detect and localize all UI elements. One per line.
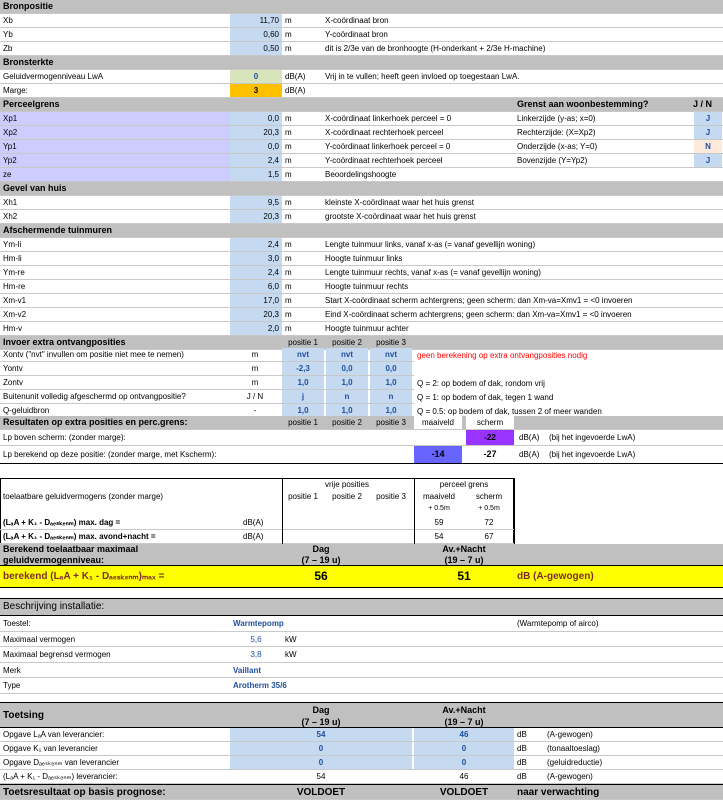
installatie-input[interactable]: Vaillant [233, 665, 262, 675]
perceel-header: perceel grens [439, 480, 489, 489]
row-installatie [0, 647, 723, 663]
desc: X-coördinaat bron [325, 16, 389, 25]
row-tuinmuur [0, 238, 723, 252]
maaiveld-header: maaiveld [422, 492, 455, 501]
unit: m [285, 30, 292, 39]
label: Buitenunit volledig afgeschermd op ontvangpositie? [3, 392, 186, 401]
result-note: naar verwachting [517, 787, 600, 798]
row-yp2 [0, 154, 723, 168]
label: Geluidvermogenniveau LwA [3, 72, 104, 81]
unit: - [253, 406, 257, 415]
unit: dB(A) [285, 86, 306, 95]
label: Lp berekend op deze positie: (zonder marge, met Kscherm): [3, 450, 217, 459]
row-installatie [0, 663, 723, 679]
installatie-input[interactable]: 3,8 [250, 650, 262, 660]
nacht-header: Av.+Nacht [442, 544, 486, 554]
unit: dB [517, 772, 527, 781]
extra-pos-input[interactable]: 1,0 [370, 376, 412, 389]
zb-input[interactable]: 0,50 [230, 42, 282, 55]
desc: Y-coördinaat rechterhoek perceel [325, 156, 443, 165]
extra-pos-input[interactable]: 1,0 [282, 376, 324, 389]
note: (A-gewogen) [547, 730, 593, 739]
berekend-header [0, 544, 723, 566]
row-xb [0, 14, 723, 28]
desc: Eind X-coördinaat scherm achtergrens; geen scherm: dan Xm-va=Xmv1 = <0 invoeren [325, 310, 632, 319]
pos3-header: positie 3 [376, 418, 406, 427]
section-perceelgrens: Perceelgrens Grenst aan woonbestemming? J / N [0, 98, 723, 112]
row-installatie [0, 678, 723, 694]
unit: m [285, 44, 292, 53]
extra-pos-input[interactable]: j [282, 390, 324, 403]
toets-dag[interactable]: 0 [230, 742, 412, 755]
lp-scherm: -27 [483, 449, 497, 459]
row-tuinmuur [0, 252, 723, 266]
note: (A-gewogen) [547, 772, 593, 781]
grens-boven-input[interactable]: J [694, 154, 722, 167]
pos2-header: positie 2 [332, 492, 362, 501]
desc: X-coördinaat rechterhoek perceel [325, 128, 444, 137]
label: Ym-li [3, 240, 22, 249]
row-toetsing [0, 756, 723, 770]
section-tuinmuren: Afschermende tuinmuren [0, 224, 723, 238]
label: Xp2 [0, 126, 230, 139]
row-xp2 [0, 126, 723, 140]
section-gevel: Gevel van huis [0, 182, 723, 196]
q-note: Q = 1: op bodem of dak, tegen 1 wand [417, 393, 554, 402]
grens-label: Linkerzijde (y-as; x=0) [517, 114, 596, 123]
row-lp-boven [0, 430, 723, 446]
unit: kW [285, 634, 297, 644]
extra-pos-input[interactable]: 1,0 [326, 376, 368, 389]
unit: m [285, 16, 292, 25]
maaiveld-header: maaiveld [414, 416, 462, 429]
label: Hm-v [3, 324, 23, 333]
unit: m [285, 114, 292, 123]
row-yb [0, 28, 723, 42]
lp-maaiveld: -14 [414, 446, 462, 463]
q-note: Q = 2: op bodem of dak, rondom vrij [417, 379, 545, 388]
tuinmuur-input[interactable]: 2,0 [230, 322, 282, 335]
max-dag-scherm: 72 [484, 518, 494, 527]
scherm-header: scherm [466, 416, 514, 429]
yp2-input[interactable]: 2,4 [230, 154, 282, 167]
row-tuinmuur [0, 280, 723, 294]
ze-input[interactable]: 1,5 [230, 168, 282, 181]
desc: Lengte tuinmuur links, vanaf x-as (= vanaf gevellijn woning) [325, 240, 536, 249]
installatie-input[interactable]: 5,6 [250, 634, 262, 644]
extra-pos-input[interactable]: nvt [370, 348, 412, 361]
desc: Y-coördinaat bron [325, 30, 388, 39]
unit: dB(A) [243, 518, 264, 527]
label: Merk [3, 665, 21, 675]
toets-dag: 54 [316, 772, 326, 781]
grens-label: Onderzijde (x-as; Y=0) [517, 142, 598, 151]
extra-pos-input[interactable]: -2,3 [282, 362, 324, 375]
toets-nacht[interactable]: 0 [414, 756, 514, 769]
row-tuinmuur [0, 308, 723, 322]
label: Lp boven scherm: (zonder marge): [3, 433, 126, 442]
grens-links-input[interactable]: J [694, 112, 722, 125]
spacer [0, 694, 723, 702]
yb-input[interactable]: 0,60 [230, 28, 282, 41]
unit: m [285, 268, 292, 277]
xh2-input[interactable]: 20,3 [230, 210, 282, 223]
extra-pos-input[interactable]: nvt [282, 348, 324, 361]
xh1-input[interactable]: 9,5 [230, 196, 282, 209]
label: Yontv [3, 364, 23, 373]
scherm-header: scherm [475, 492, 503, 501]
desc: Hoogte tuinmuur achter [325, 324, 409, 333]
label: Zontv [3, 378, 24, 387]
label: Xh2 [3, 212, 18, 221]
xp2-input[interactable]: 20,3 [230, 126, 282, 139]
unit: m [285, 128, 292, 137]
toets-dag[interactable]: 54 [230, 728, 412, 741]
row-toetsing [0, 742, 723, 756]
tuinmuur-input[interactable]: 17,0 [230, 294, 282, 307]
nacht-sub: (19 – 7 u) [444, 555, 484, 565]
unit: m [251, 378, 259, 387]
unit: m [285, 198, 292, 207]
unit: m [285, 156, 292, 165]
grens-label: Rechterzijde: (X=Xp2) [517, 128, 596, 137]
desc: dit is 2/3e van de bronhoogte (H-onderkant + 2/3e H-machine) [325, 44, 546, 53]
row-extra [0, 348, 414, 362]
row-xh1 [0, 196, 723, 210]
label: Opgave LₐA van leverancier: [3, 730, 105, 739]
installatie-input[interactable]: Warmtepomp [233, 619, 284, 628]
row-toetsing [0, 770, 723, 784]
vrije-header: vrije posities [324, 480, 369, 489]
tuinmuur-input[interactable]: 3,0 [230, 252, 282, 265]
unit: m [285, 212, 292, 221]
row-extra [0, 362, 414, 376]
row-tuinmuur [0, 294, 723, 308]
dag-header: Dag [312, 705, 330, 715]
row-toetsing [0, 728, 723, 742]
lwa-input[interactable]: 0 [230, 70, 282, 83]
label: (LₐA + K₁ - Dₐₑₛₖₑₙₘ) leverancier: [3, 772, 118, 781]
xb-input[interactable]: 11,70 [230, 14, 282, 27]
row-yp1 [0, 140, 723, 154]
warning-text: geen berekening op extra ontvangposities nodig [417, 351, 588, 360]
note: (Warmtepomp of airco) [517, 619, 599, 628]
extra-pos-input[interactable]: 1,0 [282, 404, 324, 417]
unit: m [251, 350, 259, 359]
label: Ym-re [3, 268, 25, 277]
max-nacht-maaiveld: 54 [434, 532, 444, 541]
toets-nacht[interactable]: 0 [414, 742, 514, 755]
section-extra-posities: Invoer extra ontvangposities positie 1 positie 2 positie 3 [0, 336, 723, 350]
toets-nacht: 46 [459, 772, 469, 781]
row-lp-berekend [0, 446, 723, 464]
label: Maximaal begrensd vermogen [3, 650, 111, 660]
berekend-nacht: 51 [457, 569, 471, 583]
desc: Hoogte tuinmuur rechts [325, 282, 409, 291]
row-max-dag [0, 516, 514, 530]
nacht-header: Av.+Nacht [442, 705, 486, 715]
label: Toetsresultaat op basis prognose: [3, 787, 166, 798]
unit: m [285, 310, 292, 319]
row-extra [0, 390, 414, 404]
pos2-header: positie 2 [332, 338, 362, 347]
pos1-header: positie 1 [288, 492, 318, 501]
pos2-header: positie 2 [332, 418, 362, 427]
tuinmuur-input[interactable]: 6,0 [230, 280, 282, 293]
toelaat-label: toelaatbare geluidvermogens (zonder marge) [3, 492, 164, 501]
section-toetsing: Toetsing Dag (7 – 19 u) Av.+Nacht (19 – 7 u) [0, 702, 723, 728]
label: (LₐA + K₁ - Dₐₑₛₖₑₙₘ) max. avond+nacht = [3, 532, 156, 541]
label: Xontv ("nvt" invullen om positie niet mee te nemen) [3, 350, 184, 359]
label: Xp1 [0, 112, 230, 125]
label: Maximaal vermogen [3, 634, 76, 644]
lp-boven-scherm: -22 [466, 430, 514, 445]
unit: dB(A) [519, 450, 540, 459]
label: Toestel: [3, 619, 31, 628]
pos3-header: positie 3 [376, 492, 406, 501]
label: Q-geluidbron [3, 406, 50, 415]
toets-nacht[interactable]: 46 [414, 728, 514, 741]
desc: X-coördinaat linkerhoek perceel = 0 [325, 114, 452, 123]
grens-label: Bovenzijde (Y=Yp2) [517, 156, 588, 165]
label: Xb [3, 16, 13, 25]
label: (LₐA + K₁ - Dₐₑₛₖₑₙₘ) max. dag = [3, 518, 121, 527]
title1: Berekend toelaatbaar maximaal [3, 544, 139, 554]
dag-sub: (7 – 19 u) [301, 717, 341, 727]
row-installatie [0, 632, 723, 648]
unit: dB(A) [243, 532, 264, 541]
scherm-sub: + 0.5m [478, 505, 500, 512]
note: (tonaaltoeslag) [547, 744, 600, 753]
result-nacht: VOLDOET [439, 787, 489, 798]
label: ze [0, 168, 230, 181]
unit: m [285, 296, 292, 305]
toets-result [0, 784, 723, 800]
unit: m [285, 142, 292, 151]
xp1-input[interactable]: 0,0 [230, 112, 282, 125]
max-dag-maaiveld: 59 [434, 518, 444, 527]
note: (bij het ingevoerde LwA) [549, 450, 636, 459]
row-extra [0, 376, 414, 390]
toets-dag[interactable]: 0 [230, 756, 412, 769]
section-installatie: Beschrijving installatie: [0, 598, 723, 616]
dag-sub: (7 – 19 u) [301, 555, 341, 565]
extra-pos-input[interactable]: 0,0 [326, 362, 368, 375]
extra-pos-input[interactable]: n [326, 390, 368, 403]
desc: Hoogte tuinmuur links [325, 254, 403, 263]
unit: m [285, 254, 292, 263]
desc: Lengte tuinmuur rechts, vanaf x-as (= vanaf gevellijn woning) [325, 268, 541, 277]
grens-title: Grenst aan woonbestemming? [517, 99, 649, 109]
section-bronsterkte: Bronsterkte [0, 56, 723, 70]
label: Marge: [3, 86, 28, 95]
unit: dB [517, 744, 527, 753]
unit: dB(A) [519, 433, 540, 442]
berekend-row [0, 566, 723, 588]
desc: Start X-coördinaat scherm achtergrens; geen scherm: dan Xm-va=Xmv1 = <0 invoeren [325, 296, 633, 305]
installatie-input[interactable]: Arotherm 35/6 [233, 681, 287, 691]
pos1-header: positie 1 [288, 418, 318, 427]
extra-pos-input[interactable]: 1,0 [326, 404, 368, 417]
unit [282, 616, 322, 631]
unit: dB (A-gewogen) [517, 571, 594, 582]
extra-pos-input[interactable]: 0,0 [370, 362, 412, 375]
tuinmuur-input[interactable]: 2,4 [230, 266, 282, 279]
tuinmuur-input[interactable]: 2,4 [230, 238, 282, 251]
spacer [0, 464, 723, 478]
row-xh2 [0, 210, 723, 224]
unit: m [285, 324, 292, 333]
row-tuinmuur [0, 322, 723, 336]
label: Yb [3, 30, 13, 39]
q-note: Q = 0.5: op bodem of dak, tussen 2 of meer wanden [417, 407, 602, 416]
row-tuinmuur [0, 266, 723, 280]
result-dag: VOLDOET [296, 787, 346, 798]
label: Yp2 [0, 154, 230, 167]
pos3-header: positie 3 [376, 338, 406, 347]
row-marge [0, 84, 723, 98]
title2: geluidvermogenniveau: [3, 555, 105, 565]
desc: Vrij in te vullen; heeft geen invloed op toegestaan LwA. [325, 72, 520, 81]
spacer [0, 588, 723, 598]
unit: dB(A) [285, 72, 306, 81]
unit: kW [285, 650, 297, 660]
unit: m [285, 240, 292, 249]
row-max-nacht [0, 530, 514, 544]
label: Xm-v2 [3, 310, 27, 319]
grens-onder-input[interactable]: N [694, 140, 722, 153]
label: Xh1 [3, 198, 18, 207]
desc: Y-coördinaat linkerhoek perceel = 0 [325, 142, 451, 151]
tuinmuur-input[interactable]: 20,3 [230, 308, 282, 321]
unit: m [251, 364, 259, 373]
label: Yp1 [0, 140, 230, 153]
desc: kleinste X-coördinaat waar het huis grenst [325, 198, 474, 207]
grens-rechts-input[interactable]: J [694, 126, 722, 139]
extra-pos-input[interactable]: 1,0 [370, 404, 412, 417]
yp1-input[interactable]: 0,0 [230, 140, 282, 153]
label: Opgave K₁ van leverancier [3, 744, 98, 753]
row-installatie [0, 616, 723, 632]
maaiveld-sub: + 0.5m [428, 505, 450, 512]
section-resultaten: Resultaten op extra posities en perc.grens: positie 1 positie 2 positie 3 maaiveld scherm [0, 416, 723, 430]
desc: Beoordelingshoogte [325, 170, 397, 179]
unit: m [285, 170, 292, 179]
dag-header: Dag [312, 544, 330, 554]
unit: dB [517, 758, 527, 767]
unit: m [285, 282, 292, 291]
row-zb [0, 42, 723, 56]
jn-header: J / N [693, 99, 713, 109]
label: Opgave Dₐₑₛₖₑₙₘ van leverancier [3, 758, 119, 767]
row-xp1 [0, 112, 723, 126]
unit: dB [517, 730, 527, 739]
note: (bij het ingevoerde LwA) [549, 433, 636, 442]
desc: grootste X-coördinaat waar het huis grenst [325, 212, 476, 221]
row-ze [0, 168, 723, 182]
berekend-dag: 56 [314, 569, 328, 583]
extra-pos-input[interactable]: n [370, 390, 412, 403]
marge-input[interactable]: 3 [230, 84, 282, 97]
section-bronpositie: Bronpositie [0, 0, 723, 14]
extra-pos-input[interactable]: nvt [326, 348, 368, 361]
max-nacht-scherm: 67 [484, 532, 494, 541]
label: Zb [3, 44, 13, 53]
pos1-header: positie 1 [288, 338, 318, 347]
label: Type [3, 681, 21, 691]
label: Hm-li [3, 254, 22, 263]
nacht-sub: (19 – 7 u) [444, 717, 484, 727]
label: Hm-re [3, 282, 26, 291]
row-lwa [0, 70, 723, 84]
label: Xm-v1 [3, 296, 27, 305]
note: (geluidreductie) [547, 758, 603, 767]
label: berekend (LₐA + K₁ - Dₐₑₛₖₑₙₘ)ₘₐₓ = [3, 571, 165, 582]
unit: J / N [246, 392, 264, 401]
